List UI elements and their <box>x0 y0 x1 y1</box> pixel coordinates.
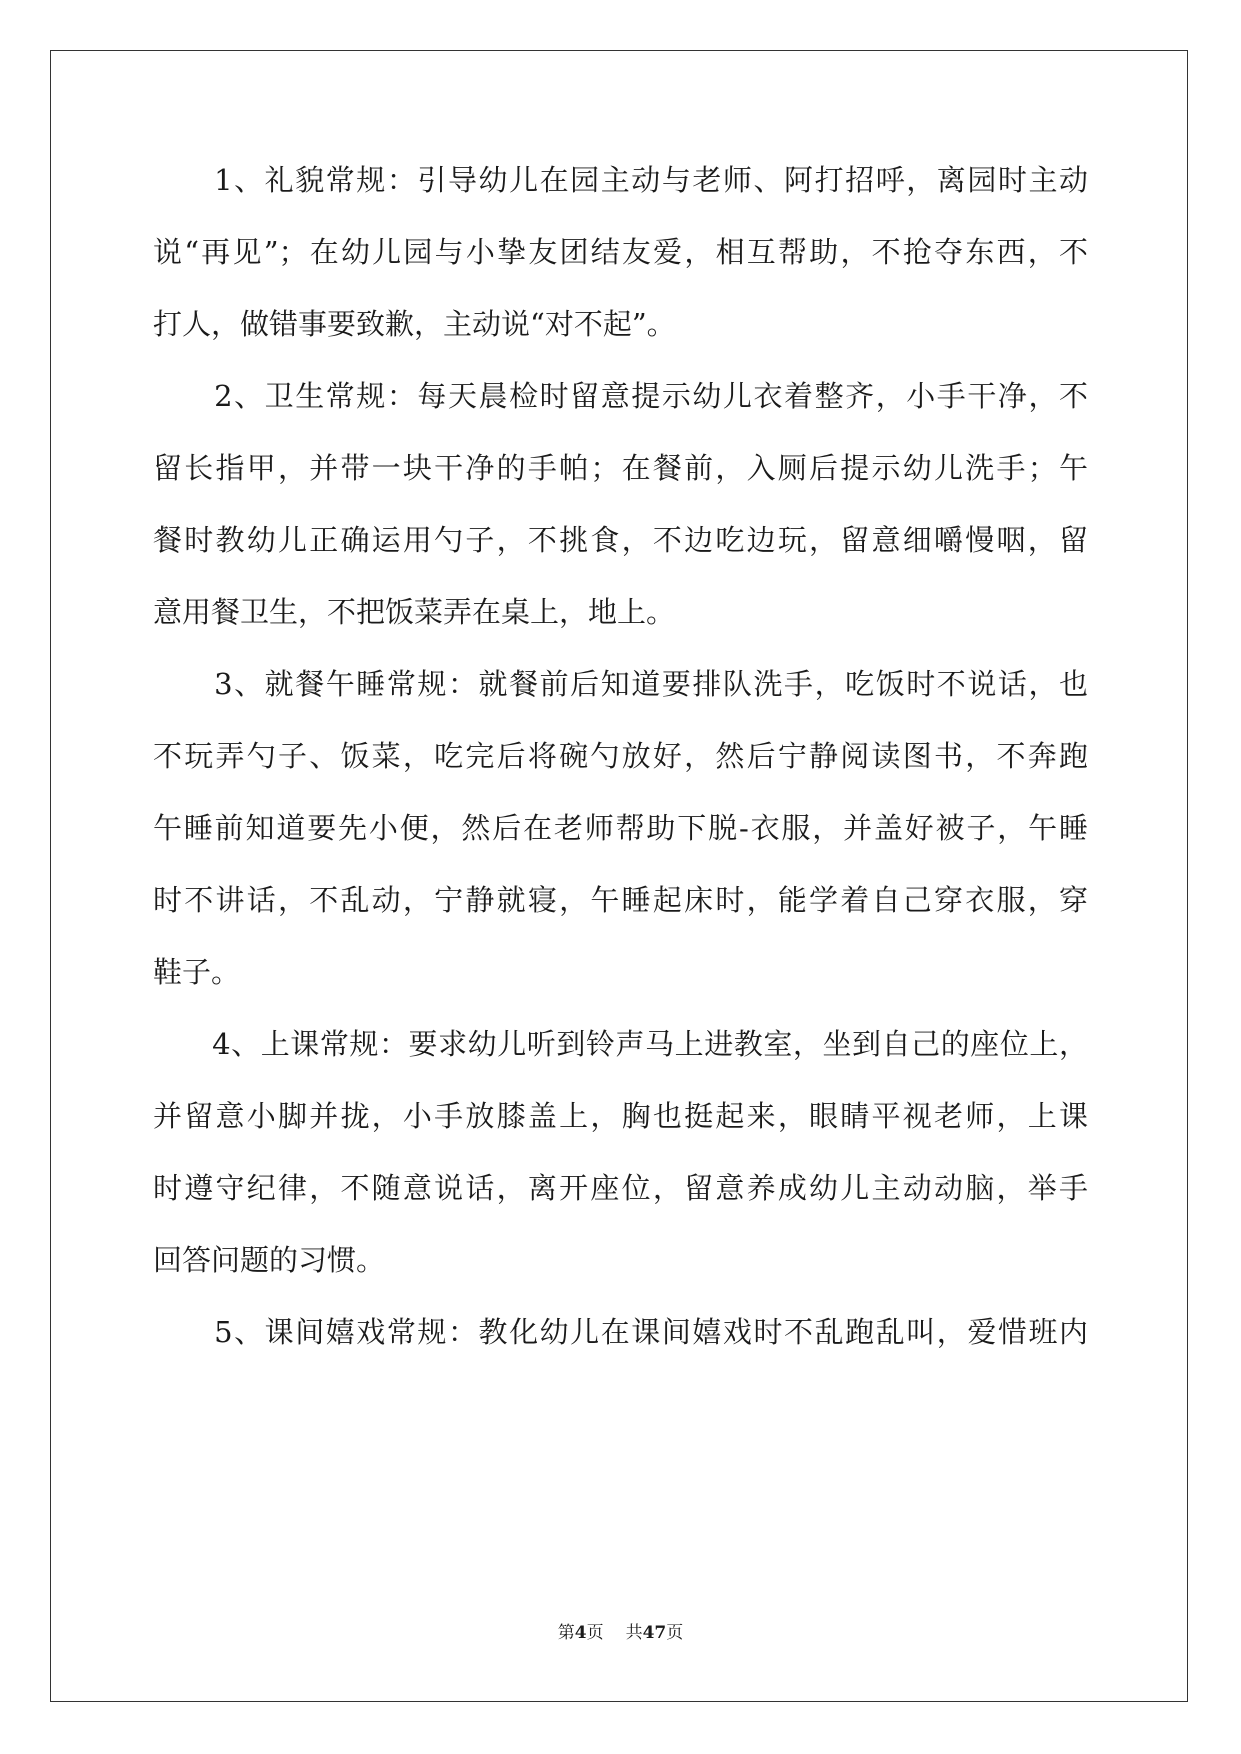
text-line: 说“再见”；在幼儿园与小挚友团结友爱，相互帮助，不抢夺东西，不 <box>153 235 1088 269</box>
text-line: 意用餐卫生，不把饭菜弄在桌上，地上。 <box>153 595 676 629</box>
page-border <box>50 50 1188 1702</box>
footer-total-suffix: 页 <box>666 1623 684 1643</box>
text-line: 鞋子。 <box>153 955 241 989</box>
text-line: 3、就餐午睡常规：就餐前后知道要排队洗手，吃饭时不说话，也 <box>153 667 1088 701</box>
text-line: 5、课间嬉戏常规：教化幼儿在课间嬉戏时不乱跑乱叫，爱惜班内 <box>153 1315 1088 1349</box>
footer-page-suffix: 页 <box>586 1623 604 1643</box>
total-page-count: 47 <box>642 1623 667 1643</box>
text-line: 4、上课常规：要求幼儿听到铃声马上进教室，坐到自己的座位上， <box>153 1027 1088 1061</box>
footer-total-prefix: 共 <box>625 1623 643 1643</box>
text-line: 回答问题的习惯。 <box>153 1243 386 1277</box>
text-line: 1、礼貌常规：引导幼儿在园主动与老师、阿打招呼，离园时主动 <box>153 163 1088 197</box>
text-line: 2、卫生常规：每天晨检时留意提示幼儿衣着整齐，小手干净，不 <box>153 379 1088 413</box>
text-line: 打人，做错事要致歉，主动说“对不起”。 <box>153 307 676 341</box>
text-line: 时不讲话，不乱动，宁静就寝，午睡起床时，能学着自己穿衣服，穿 <box>153 883 1088 917</box>
text-line: 不玩弄勺子、饭菜，吃完后将碗勺放好，然后宁静阅读图书，不奔跑 <box>153 739 1088 773</box>
text-line: 并留意小脚并拢，小手放膝盖上，胸也挺起来，眼睛平视老师，上课 <box>153 1099 1088 1133</box>
page-footer <box>0 1621 1241 1645</box>
text-line: 留长指甲，并带一块干净的手帕；在餐前，入厕后提示幼儿洗手；午 <box>153 451 1088 485</box>
current-page-number: 4 <box>574 1623 587 1643</box>
footer-prefix: 第 <box>557 1623 575 1643</box>
text-line: 餐时教幼儿正确运用勺子，不挑食，不边吃边玩，留意细嚼慢咽，留 <box>153 523 1088 557</box>
text-line: 时遵守纪律，不随意说话，离开座位，留意养成幼儿主动动脑，举手 <box>153 1171 1088 1205</box>
text-line: 午睡前知道要先小便，然后在老师帮助下脱-衣服，并盖好被子，午睡 <box>153 811 1088 845</box>
